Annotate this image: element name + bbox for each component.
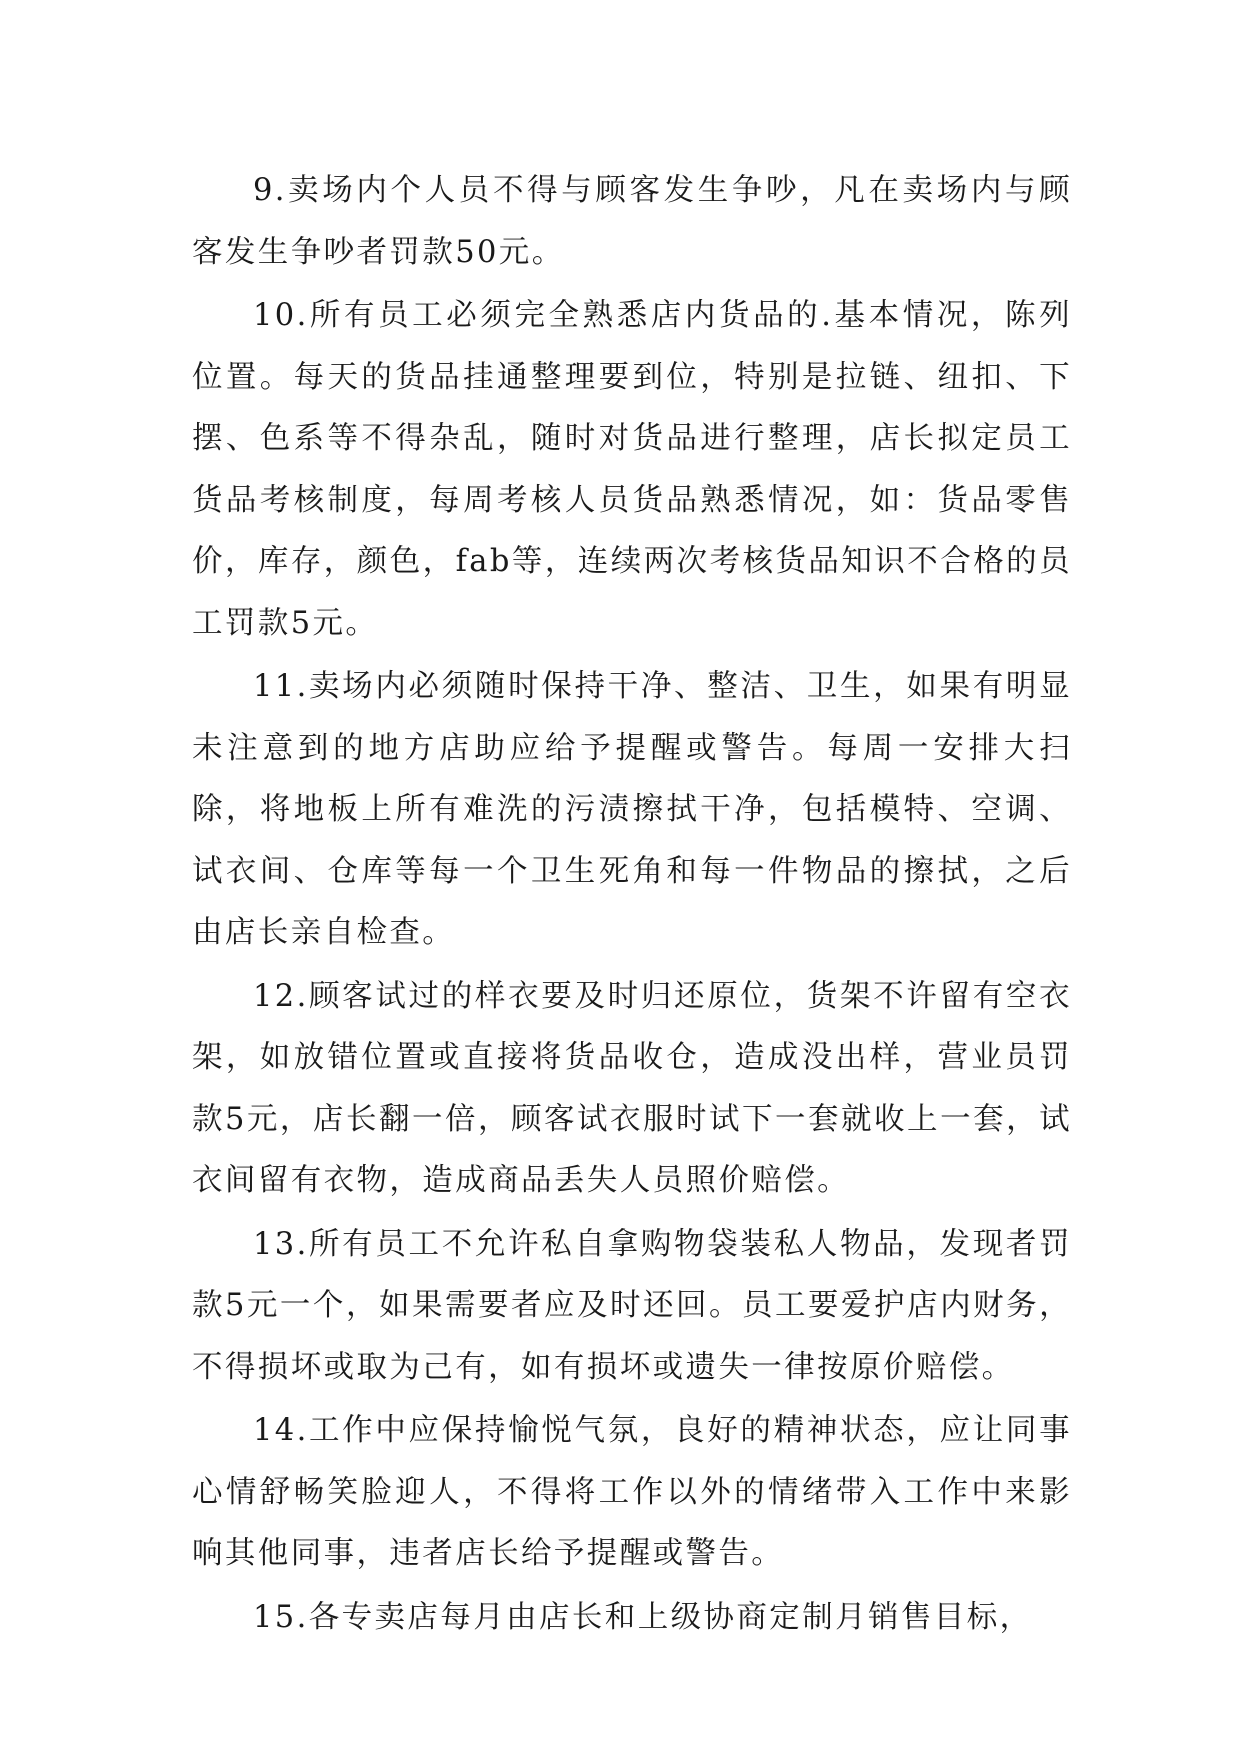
rule-paragraph-12: 12.顾客试过的样衣要及时归还原位，货架不许留有空衣架，如放错位置或直接将货品收仓，造成没出样，营业员罚款5元，店长翻一倍，顾客试衣服时试下一套就收上一套，试衣间留有衣物，造成商品丢失人员照价赔偿。 [192,978,1072,1198]
rule-paragraph-11: 11.卖场内必须随时保持干净、整洁、卫生，如果有明显未注意到的地方店助应给予提醒或警告。每周一安排大扫除，将地板上所有难洗的污渍擦拭干净，包括模特、空调、试衣间、仓库等每一个卫生死角和每一件物品的擦拭，之后由店长亲自检查。 [192,669,1072,950]
rule-paragraph-9: 9.卖场内个人员不得与顾客发生争吵，凡在卖场内与顾客发生争吵者罚款50元。 [192,173,1072,270]
rule-paragraph-10: 10.所有员工必须完全熟悉店内货品的.基本情况，陈列位置。每天的货品挂通整理要到位，特别是拉链、纽扣、下摆、色系等不得杂乱，随时对货品进行整理，店长拟定员工货品考核制度，每周考核人员货品熟悉情况，如：货品零售价，库存，颜色，fab等，连续两次考核货品知识不合格的员工罚款5元。 [192,298,1072,641]
rule-paragraph-14: 14.工作中应保持愉悦气氛，良好的精神状态，应让同事心情舒畅笑脸迎人，不得将工作以外的情绪带入工作中来影响其他同事，违者店长给予提醒或警告。 [192,1413,1072,1571]
rule-paragraph-13: 13.所有员工不允许私自拿购物袋装私人物品，发现者罚款5元一个，如果需要者应及时还回。员工要爱护店内财务，不得损坏或取为己有，如有损坏或遗失一律按原价赔偿。 [192,1226,1072,1385]
rule-paragraph-15: 15.各专卖店每月由店长和上级协商定制月销售目标， [253,1599,1033,1635]
document-body [192,160,1072,1650]
